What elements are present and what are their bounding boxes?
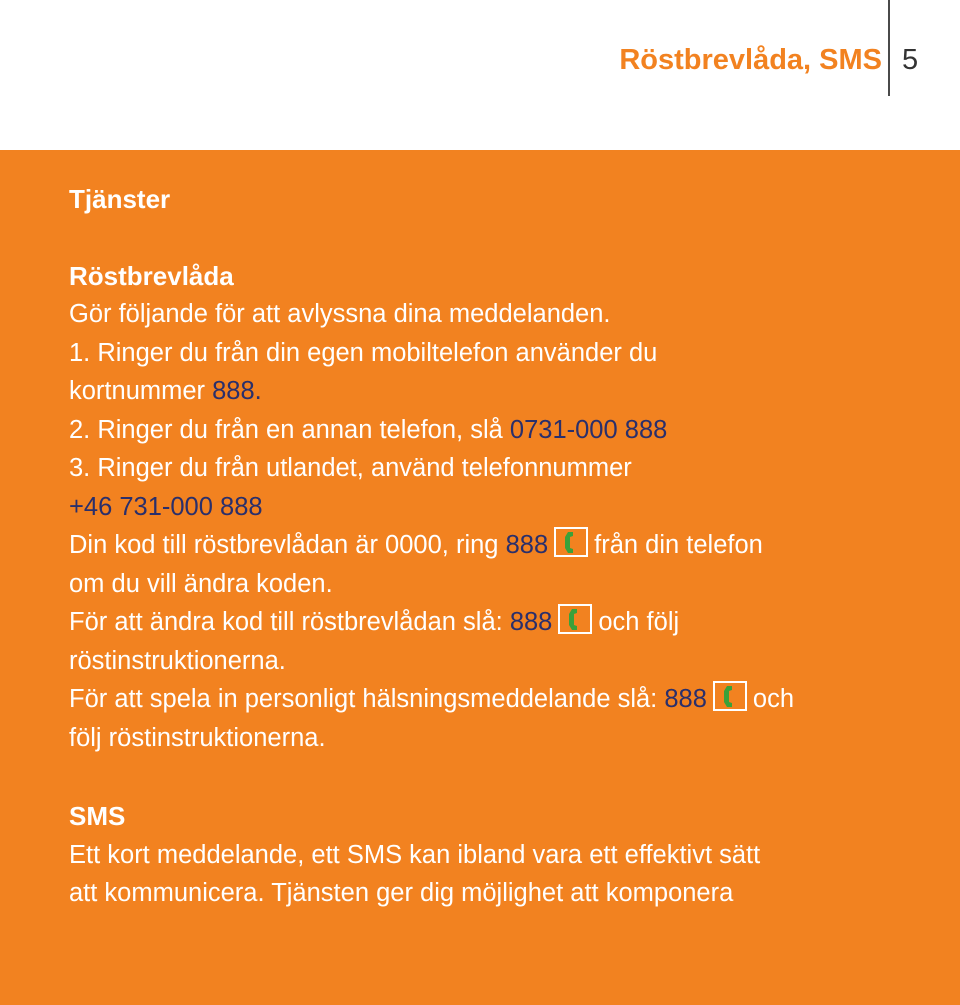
short-number: 888 [212, 377, 255, 405]
call-key-icon [558, 604, 592, 634]
content-panel [0, 150, 960, 1005]
running-header-title: Röstbrevlåda, SMS [619, 44, 882, 76]
sms-line-2: att kommunicera. Tjänsten ger dig möjlighet att komponera [69, 879, 734, 907]
change-code-line-1: För att ändra kod till röstbrevlådan slå: 888 och följ [69, 603, 949, 642]
step-1-line-1: 1. Ringer du från din egen mobiltelefon använder du [69, 338, 658, 367]
section-title: Tjänster [69, 184, 171, 214]
change-code-line-2: röstinstruktionerna. [69, 646, 286, 675]
greeting-line-2: följ röstinstruktionerna. [69, 723, 326, 752]
page-number: 5 [902, 44, 919, 76]
step-1-line-2: kortnummer 888. [69, 377, 262, 405]
voicemail-heading: Röstbrevlåda [69, 260, 234, 291]
step-2: 2. Ringer du från en annan telefon, slå 0731-000 888 [69, 415, 668, 444]
content-body [69, 180, 949, 913]
code-line-2: om du vill ändra koden. [69, 569, 333, 598]
sms-heading: SMS [69, 801, 126, 831]
header-divider [888, 0, 890, 96]
step-3: 3. Ringer du från utlandet, använd telefonnummer [69, 454, 632, 482]
code-line-1: Din kod till röstbrevlådan är 0000, ring 888 från din telefon [69, 526, 949, 565]
international-number: +46 731-000 888 [69, 492, 263, 521]
sms-line-1: Ett kort meddelande, ett SMS kan ibland vara ett effektivt sätt [69, 840, 761, 869]
voicemail-intro: Gör följande för att avlyssna dina meddelanden. [69, 300, 611, 328]
greeting-line-1: För att spela in personligt hälsningsmeddelande slå: 888 och [69, 680, 949, 719]
phone-number: 0731-000 888 [509, 415, 668, 444]
call-key-icon [713, 681, 747, 711]
page-header [0, 0, 960, 150]
call-key-icon [554, 527, 588, 557]
